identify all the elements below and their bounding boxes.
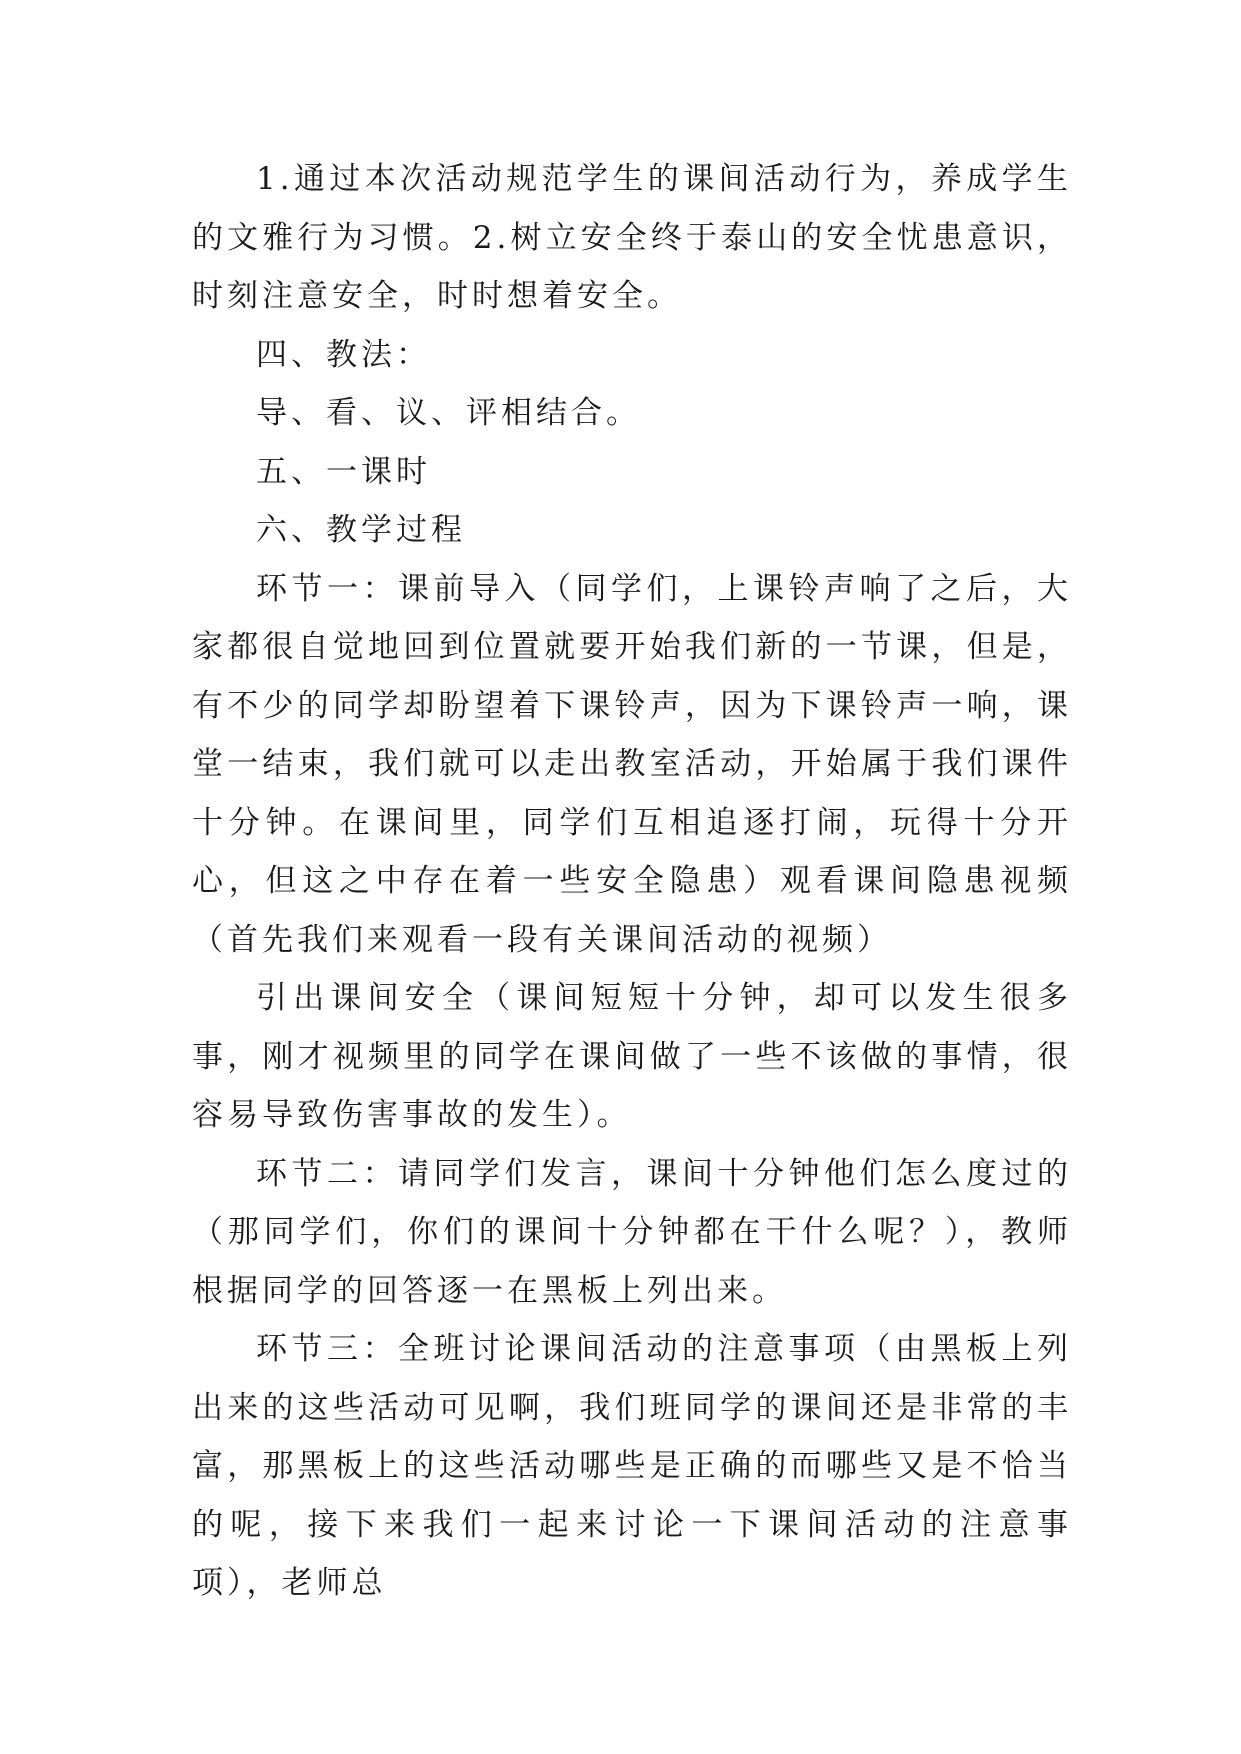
document-body <box>192 150 1072 1613</box>
paragraph-teaching-method: 导、看、议、评相结合。 <box>256 395 641 431</box>
paragraph-introduce-safety: 引出课间安全（课间短短十分钟，却可以发生很多事，刚才视频里的同学在课间做了一些不该做的事情，很容易导致伤害事故的发生）。 <box>192 980 1072 1133</box>
paragraph-objectives: 1.通过本次活动规范学生的课间活动行为，养成学生的文雅行为习惯。2.树立安全终于泰山的安全忧患意识，时刻注意安全，时时想着安全。 <box>192 161 1072 314</box>
paragraph-teaching-method-heading: 四、教法： <box>256 336 431 373</box>
paragraph-class-hours: 五、一课时 <box>256 453 431 490</box>
paragraph-step-one: 环节一：课前导入（同学们，上课铃声响了之后，大家都很自觉地回到位置就要开始我们新的一节课，但是，有不少的同学却盼望着下课铃声，因为下课铃声一响，课堂一结束，我们就可以走出教室活动，开始属于我们课件十分钟。在课间里，同学们互相追逐打闹，玩得十分开心，但这之中存在着一些安全隐患）观看课间隐患视频（首先我们来观看一段有关课间活动的视频） <box>192 570 1072 958</box>
paragraph-step-three: 环节三：全班讨论课间活动的注意事项（由黑板上列出来的这些活动可见啊，我们班同学的课间还是非常的丰富，那黑板上的这些活动哪些是正确的而哪些又是不恰当的呢，接下来我们一起来讨论一下课间活动的注意事项），老师总 <box>192 1331 1072 1601</box>
paragraph-step-two: 环节二：请同学们发言，课间十分钟他们怎么度过的（那同学们，你们的课间十分钟都在干什么呢？），教师根据同学的回答逐一在黑板上列出来。 <box>192 1155 1072 1309</box>
paragraph-process-heading: 六、教学过程 <box>256 512 466 548</box>
